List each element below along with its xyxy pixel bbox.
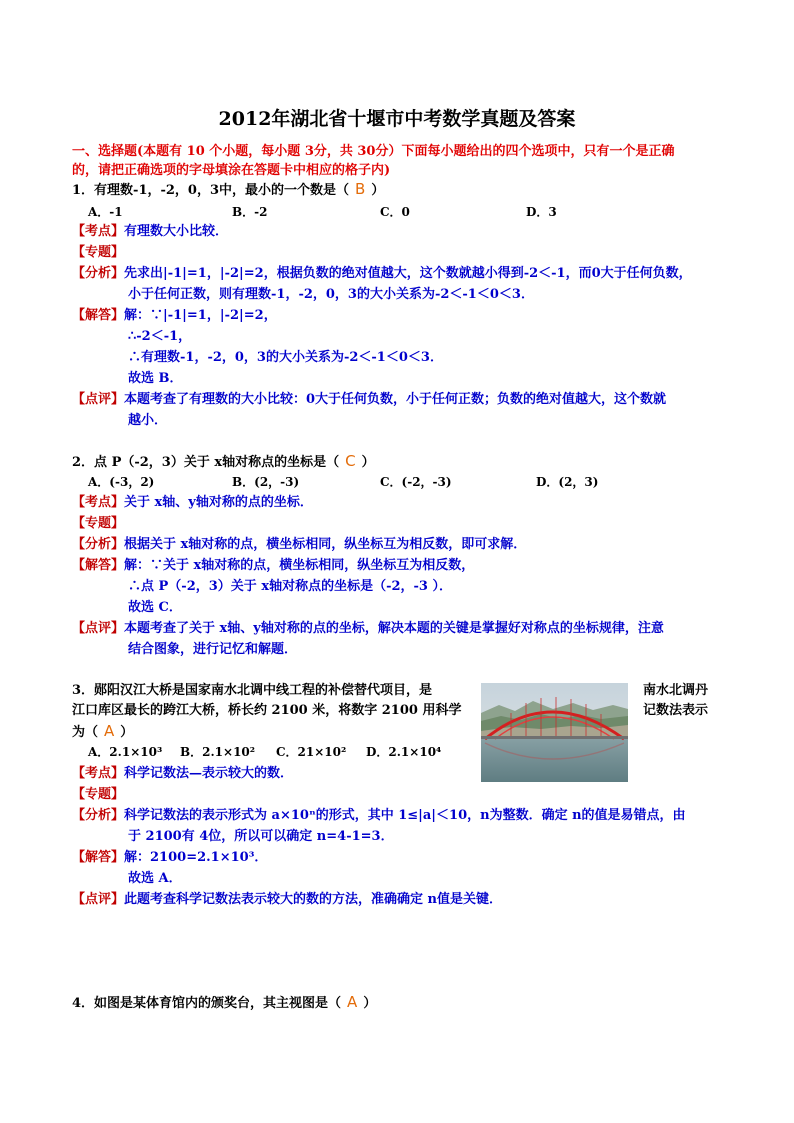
- q2-kaodian: 【考点】关于 x轴、y轴对称的点的坐标．: [72, 495, 313, 510]
- q4-answer: A: [347, 993, 358, 1011]
- q3-stem-line-3: 为（ A ）: [72, 722, 134, 740]
- q1-stem: 1．有理数-1，-2，0，3中，最小的一个数是（ B ）: [72, 180, 385, 198]
- q1-option-a: A．-1: [88, 205, 123, 219]
- q2-jieda: 【解答】解：∵关于 x轴对称的点，横坐标相同，纵坐标互为相反数，: [72, 558, 475, 573]
- q2-jieda-line-2: ∴点 P（-2，3）关于 x轴对称点的坐标是（-2，-3 ）．: [128, 579, 452, 594]
- bridge-photo: [481, 683, 628, 782]
- q3-fenxi: 【分析】科学记数法的表示形式为 a×10ⁿ的形式，其中 1≤|a|＜10，n为整数．确定 n的值是易错点，由: [72, 808, 686, 823]
- q2-option-a: A．(-3，2): [88, 475, 155, 489]
- q3-option-d: D．2.1×10⁴: [366, 745, 442, 759]
- section-header-line-1: 一、选择题(本题有 10 个小题，每小题 3分，共 30分）下面每小题给出的四个选项中，只有一个是正确: [72, 144, 675, 159]
- q3-stem-line-1: 3．郧阳汉江大桥是国家南水北调中线工程的补偿替代项目，是: [72, 683, 433, 698]
- q1-dianping-cont: 越小．: [128, 413, 168, 428]
- page-title: 2012年湖北省十堰市中考数学真题及答案: [218, 108, 576, 130]
- q2-option-b: B．(2，-3): [232, 475, 300, 489]
- q2-option-d: D．(2，3): [536, 475, 599, 489]
- q3-option-c: C．21×10²: [276, 745, 347, 759]
- q3-stem-line-2-right: 记数法表示: [643, 703, 709, 718]
- q1-fenxi-cont: 小于任何正数，则有理数-1，-2，0，3的大小关系为-2＜-1＜0＜3．: [128, 287, 534, 302]
- q4-stem: 4．如图是某体育馆内的颁奖台，其主视图是（ A ）: [72, 993, 377, 1011]
- q1-option-b: B．-2: [232, 205, 268, 219]
- q3-zhuanti: 【专题】: [72, 787, 125, 802]
- q2-zhuanti: 【专题】: [72, 516, 125, 531]
- section-header-line-2: 的，请把正确选项的字母填涂在答题卡中相应的格子内): [72, 163, 391, 178]
- q1-jieda-line-4: 故选 B．: [128, 371, 183, 386]
- q2-stem: 2．点 P（-2，3）关于 x轴对称点的坐标是（ C ）: [72, 452, 375, 470]
- q2-option-c: C．(-2，-3): [380, 475, 452, 489]
- q3-answer: A: [104, 722, 115, 740]
- q1-jieda: 【解答】解：∵|-1|=1，|-2|=2，: [72, 308, 277, 323]
- q3-jieda-line-2: 故选 A．: [128, 871, 182, 886]
- q3-option-a: A．2.1×10³: [88, 745, 163, 759]
- q1-option-d: D．3: [526, 205, 557, 219]
- q1-option-c: C．0: [380, 205, 410, 219]
- q2-dianping-cont: 结合图象，进行记忆和解题．: [128, 642, 298, 657]
- q1-answer: B: [355, 180, 366, 198]
- q3-fenxi-cont: 于 2100有 4位，所以可以确定 n=4-1=3．: [128, 829, 394, 844]
- q2-dianping: 【点评】本题考查了关于 x轴、y轴对称的点的坐标，解决本题的关键是掌握好对称点的坐标规律，注意: [72, 621, 664, 636]
- q3-jieda: 【解答】解：2100=2.1×10³．: [72, 850, 268, 865]
- q1-jieda-line-2: ∴-2＜-1，: [128, 329, 192, 344]
- q1-jieda-line-3: ∴有理数-1，-2，0，3的大小关系为-2＜-1＜0＜3．: [128, 350, 443, 365]
- q2-jieda-line-3: 故选 C．: [128, 600, 182, 615]
- q2-answer: C: [345, 452, 356, 470]
- q1-dianping: 【点评】本题考查了有理数的大小比较：0大于任何负数，小于任何正数；负数的绝对值越大，这个数就: [72, 392, 667, 407]
- q1-fenxi: 【分析】先求出|-1|=1，|-2|=2，根据负数的绝对值越大，这个数就越小得到-2＜-1，而0大于任何负数，: [72, 266, 692, 281]
- q3-option-b: B．2.1×10²: [180, 745, 256, 759]
- q1-kaodian: 【考点】有理数大小比较．: [72, 224, 229, 239]
- q1-zhuanti: 【专题】: [72, 245, 125, 260]
- section-header: [72, 142, 732, 180]
- q3-stem-line-1-right: 南水北调丹: [643, 683, 709, 698]
- q3-kaodian: 【考点】科学记数法—表示较大的数．: [72, 766, 294, 781]
- q3-stem-line-2: 江口库区最长的跨江大桥，桥长约 2100 米，将数字 2100 用科学: [72, 703, 462, 718]
- q3-dianping: 【点评】此题考查科学记数法表示较大的数的方法，准确确定 n值是关键．: [72, 892, 502, 907]
- q2-fenxi: 【分析】根据关于 x轴对称的点，横坐标相同，纵坐标互为相反数，即可求解．: [72, 537, 527, 552]
